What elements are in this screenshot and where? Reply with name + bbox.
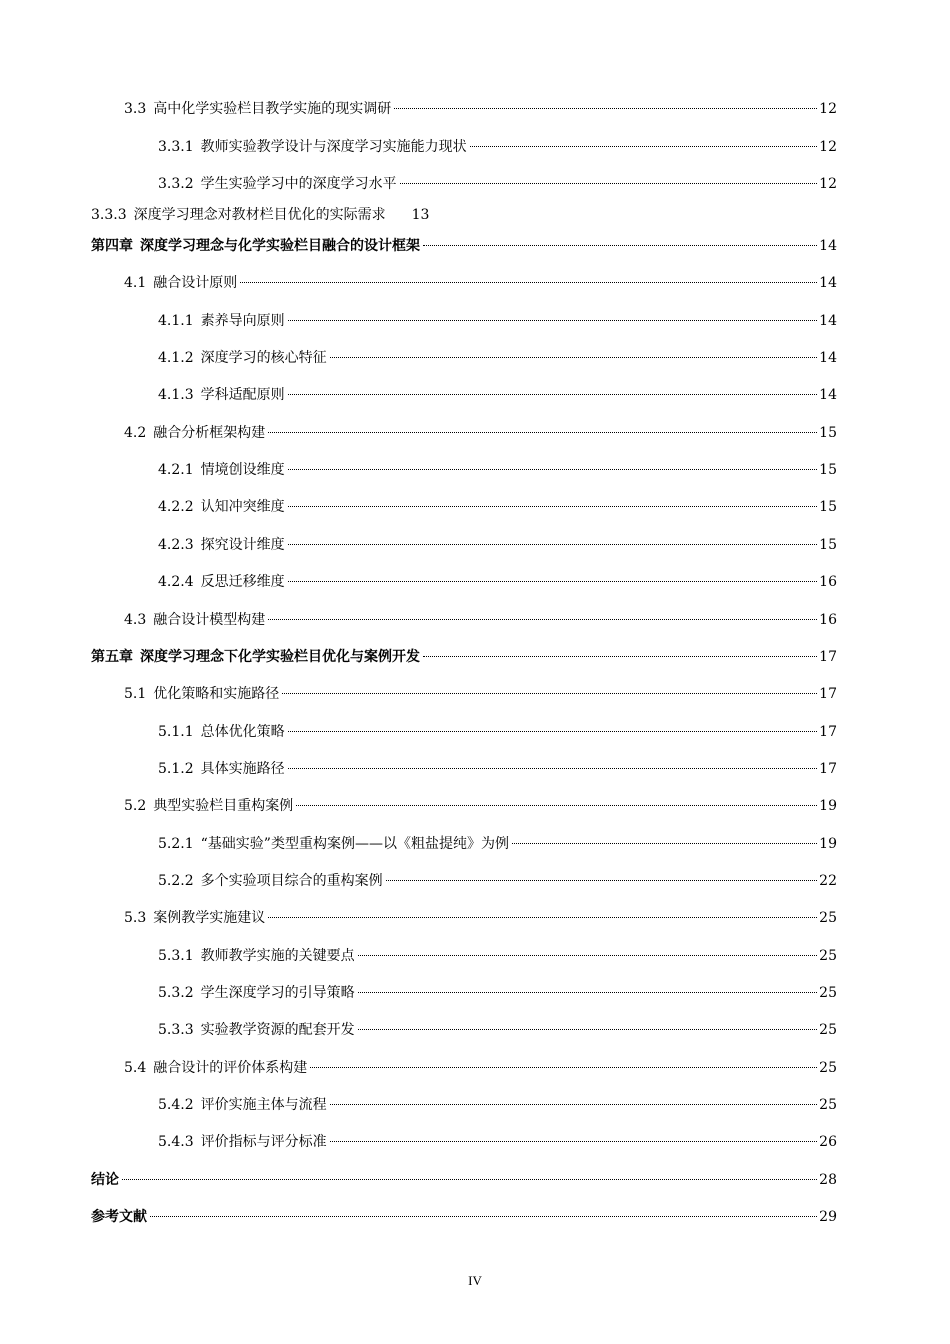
- toc-page-number: 25: [819, 1097, 837, 1113]
- toc-entry-title: 4.2.4 反思迁移维度: [158, 574, 285, 590]
- toc-entry-chapter-4[interactable]: [91, 236, 837, 256]
- toc-entry-5-2-2[interactable]: [158, 871, 837, 891]
- toc-entry-title: 5.3.2 学生深度学习的引导策略: [158, 985, 355, 1001]
- toc-entry-title: 4.1.1 素养导向原则: [158, 313, 285, 329]
- toc-entry-5-2[interactable]: [124, 796, 837, 816]
- dot-leader: [423, 245, 817, 246]
- dot-leader: [400, 183, 818, 184]
- toc-entry-chapter-5[interactable]: [91, 647, 837, 667]
- toc-page-number: 16: [819, 574, 837, 590]
- toc-entry-title: 3.3.2 学生实验学习中的深度学习水平: [158, 176, 397, 192]
- toc-page-number: 16: [819, 612, 837, 628]
- dot-leader: [296, 805, 817, 806]
- toc-page-number: 17: [819, 686, 837, 702]
- toc-entry-4-2-2[interactable]: [158, 497, 837, 517]
- dot-leader: [330, 1104, 818, 1105]
- toc-entry-5-1-2[interactable]: [158, 759, 837, 779]
- toc-page-number: 26: [819, 1134, 837, 1150]
- dot-leader: [330, 1141, 818, 1142]
- toc-entry-title: 4.2 融合分析框架构建: [124, 425, 266, 441]
- dot-leader: [288, 394, 818, 395]
- toc-page-number: 22: [819, 873, 837, 889]
- toc-page-number: 28: [819, 1172, 837, 1188]
- dot-leader: [330, 357, 818, 358]
- toc-page-number: 15: [819, 462, 837, 478]
- dot-leader: [358, 955, 818, 956]
- toc-entry-title: 5.1.1 总体优化策略: [158, 724, 285, 740]
- toc-entry-4-3[interactable]: [124, 610, 837, 630]
- toc-entry-title: 5.1 优化策略和实施路径: [124, 686, 280, 702]
- toc-entry-4-1-1[interactable]: [158, 311, 837, 331]
- toc-entry-3-3-2[interactable]: [158, 174, 837, 194]
- toc-entry-title: 4.2.2 认知冲突维度: [158, 499, 285, 515]
- dot-leader: [288, 506, 818, 507]
- dot-leader: [240, 282, 817, 283]
- toc-page-number: 29: [819, 1209, 837, 1225]
- toc-entry-title: 5.4.3 评价指标与评分标准: [158, 1134, 327, 1150]
- dot-leader: [288, 581, 818, 582]
- dot-leader: [122, 1179, 817, 1180]
- toc-page-number: 12: [819, 176, 837, 192]
- toc-page-number: 14: [819, 238, 837, 254]
- toc-entry-3-3[interactable]: [124, 99, 837, 119]
- toc-entry-4-2-3[interactable]: [158, 535, 837, 555]
- toc-page-number: 14: [819, 275, 837, 291]
- dot-leader: [512, 843, 817, 844]
- toc-page-number: 25: [819, 985, 837, 1001]
- toc-page-number: 17: [819, 724, 837, 740]
- toc-entry-title: 4.2.3 探究设计维度: [158, 537, 285, 553]
- toc-entry-conclusion[interactable]: [91, 1170, 837, 1190]
- toc-entry-title: 5.4.2 评价实施主体与流程: [158, 1097, 327, 1113]
- toc-entry-5-1-1[interactable]: [158, 722, 837, 742]
- toc-page-number: 14: [819, 313, 837, 329]
- toc-page-number: 12: [819, 101, 837, 117]
- toc-entry-4-1[interactable]: [124, 273, 837, 293]
- toc-entry-5-3-1[interactable]: [158, 946, 837, 966]
- toc-entry-title: 5.3.1 教师教学实施的关键要点: [158, 948, 355, 964]
- dot-leader: [288, 768, 818, 769]
- dot-leader: [288, 469, 818, 470]
- dot-leader: [394, 108, 817, 109]
- dot-leader: [268, 432, 817, 433]
- dot-leader: [423, 656, 817, 657]
- toc-page-number: 25: [819, 948, 837, 964]
- toc-page-number: 14: [819, 350, 837, 366]
- dot-leader: [150, 1216, 817, 1217]
- toc-entry-title: 4.1.3 学科适配原则: [158, 387, 285, 403]
- toc-entry-title: 第四章 深度学习理念与化学实验栏目融合的设计框架: [91, 238, 420, 254]
- toc-entry-title: 3.3 高中化学实验栏目教学实施的现实调研: [124, 101, 392, 117]
- toc-entry-title: 4.1.2 深度学习的核心特征: [158, 350, 327, 366]
- toc-entry-5-4-3[interactable]: [158, 1132, 837, 1152]
- toc-entry-title: 5.2 典型实验栏目重构案例: [124, 798, 294, 814]
- dot-leader: [358, 992, 818, 993]
- toc-entry-3-3-1[interactable]: [158, 137, 837, 157]
- toc-entry-5-3-2[interactable]: [158, 983, 837, 1003]
- dot-leader: [288, 544, 818, 545]
- toc-entry-title: 5.3.3 实验教学资源的配套开发: [158, 1022, 355, 1038]
- toc-page-number: 19: [819, 798, 837, 814]
- toc-page-number: 12: [819, 139, 837, 155]
- toc-page-number: 25: [819, 910, 837, 926]
- toc-entry-title: 3.3.3 深度学习理念对教材栏目优化的实际需求: [91, 207, 386, 223]
- toc-entry-title: 5.4 融合设计的评价体系构建: [124, 1060, 308, 1076]
- toc-entry-5-3[interactable]: [124, 908, 837, 928]
- toc-page-number: 17: [819, 649, 837, 665]
- toc-entry-title: 5.2.1 “基础实验”类型重构案例——以《粗盐提纯》为例: [158, 836, 509, 852]
- toc-entry-4-1-3[interactable]: [158, 385, 837, 405]
- toc-entry-4-2[interactable]: [124, 423, 837, 443]
- dot-leader: [282, 693, 817, 694]
- toc-entry-title: 结论: [91, 1172, 119, 1188]
- toc-entry-5-1[interactable]: [124, 684, 837, 704]
- toc-page-number: 15: [819, 499, 837, 515]
- dot-leader: [470, 146, 818, 147]
- page-footer-number: IV: [468, 1273, 482, 1288]
- toc-page-number: 17: [819, 761, 837, 777]
- toc-entry-5-2-1[interactable]: [158, 834, 837, 854]
- dot-leader: [310, 1067, 817, 1068]
- toc-page-number: 14: [819, 387, 837, 403]
- toc-entry-title: 4.1 融合设计原则: [124, 275, 238, 291]
- toc-entry-5-4[interactable]: [124, 1058, 837, 1078]
- toc-entry-title: 参考文献: [91, 1209, 147, 1225]
- toc-entry-title: 5.3 案例教学实施建议: [124, 910, 266, 926]
- toc-entry-5-4-2[interactable]: [158, 1095, 837, 1115]
- toc-entry-title: 第五章 深度学习理念下化学实验栏目优化与案例开发: [91, 649, 420, 665]
- dot-leader: [268, 917, 817, 918]
- toc-entry-references[interactable]: [91, 1207, 837, 1227]
- toc-page-number: 13: [411, 207, 430, 223]
- toc-entry-4-2-4[interactable]: [158, 572, 837, 592]
- toc-entry-3-3-3[interactable]: [91, 205, 429, 225]
- toc-entry-title: 4.3 融合设计模型构建: [124, 612, 266, 628]
- dot-leader: [386, 880, 818, 881]
- dot-leader: [288, 731, 818, 732]
- toc-page-number: 25: [819, 1060, 837, 1076]
- dot-leader: [358, 1029, 818, 1030]
- toc-entry-5-3-3[interactable]: [158, 1020, 837, 1040]
- toc-page-number: 15: [819, 425, 837, 441]
- toc-entry-title: 4.2.1 情境创设维度: [158, 462, 285, 478]
- toc-entry-4-1-2[interactable]: [158, 348, 837, 368]
- toc-entry-title: 5.2.2 多个实验项目综合的重构案例: [158, 873, 383, 889]
- toc-page-number: 15: [819, 537, 837, 553]
- toc-page-number: 25: [819, 1022, 837, 1038]
- toc-page-number: 19: [819, 836, 837, 852]
- toc-entry-4-2-1[interactable]: [158, 460, 837, 480]
- toc-entry-title: 5.1.2 具体实施路径: [158, 761, 285, 777]
- dot-leader: [288, 320, 818, 321]
- dot-leader: [268, 619, 817, 620]
- toc-entry-title: 3.3.1 教师实验教学设计与深度学习实施能力现状: [158, 139, 467, 155]
